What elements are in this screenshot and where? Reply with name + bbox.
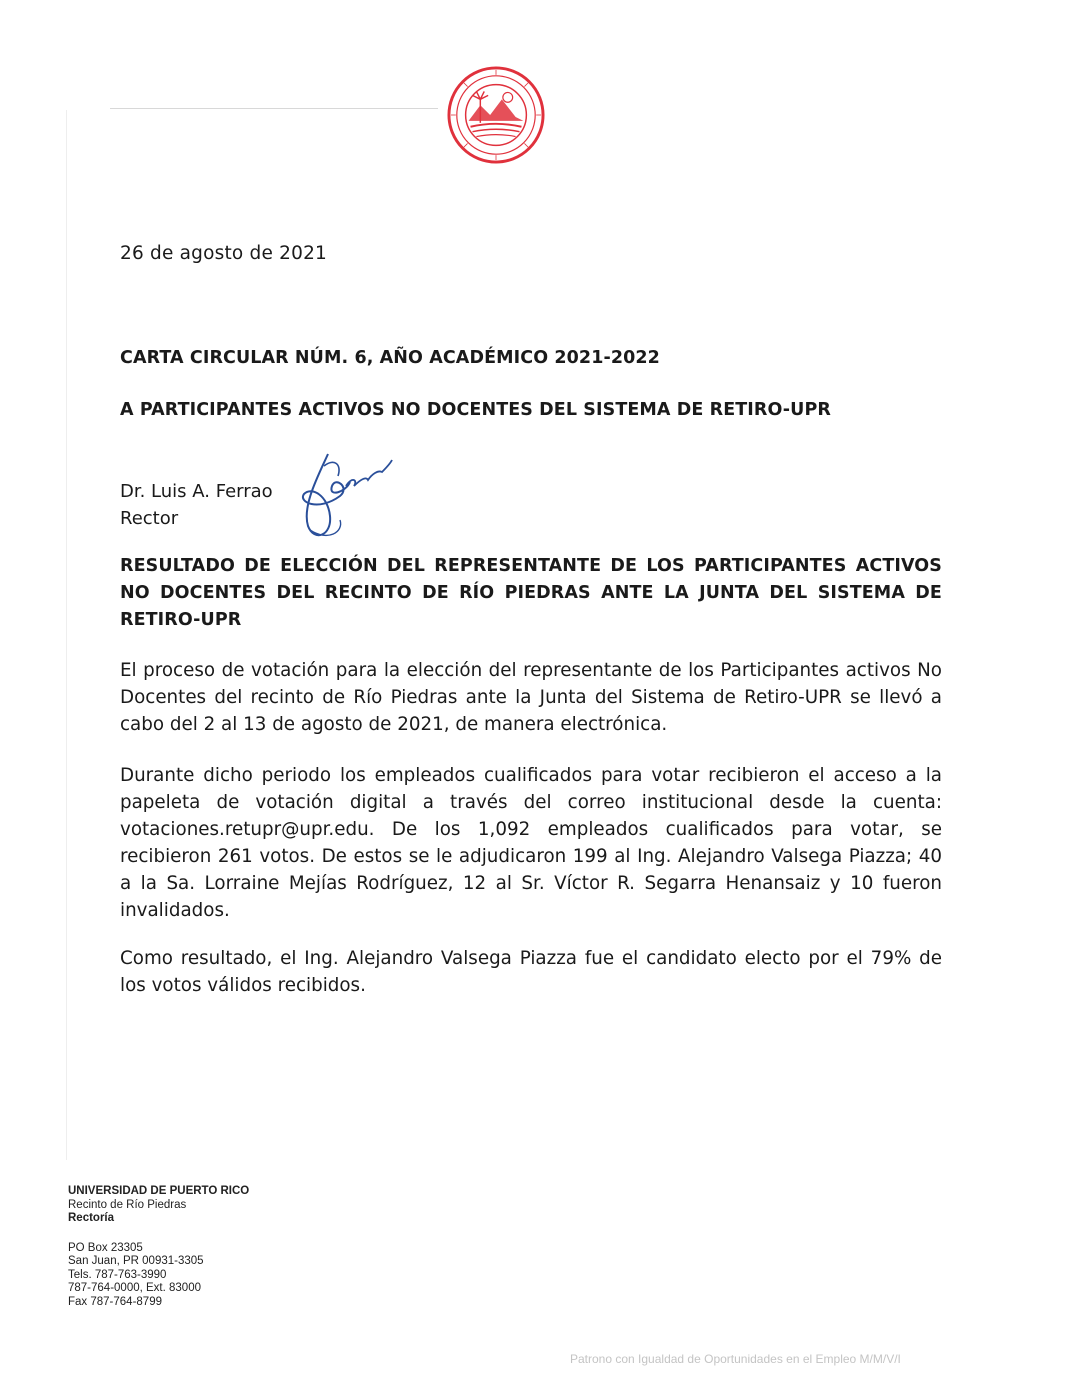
footer-phone-2: 787-764-0000, Ext. 83000 — [68, 1282, 201, 1294]
sender-title: Rector — [120, 508, 179, 529]
footer-university: UNIVERSIDAD DE PUERTO RICO — [68, 1185, 250, 1197]
subject-heading: RESULTADO DE ELECCIÓN DEL REPRESENTANTE DE LOS PARTICIPANTES ACTIVOS NO DOCENTES DEL RECINTO DE RÍO PIEDRAS ANTE LA JUNTA DEL SISTEMA DE RETIRO-UPR — [120, 556, 942, 630]
footer-fax: Fax 787-764-8799 — [68, 1295, 162, 1308]
body-paragraph-2: Durante dicho periodo los empleados cualificados para votar recibieron el acceso a la papeleta de votación digital a través del correo institucional desde la cuenta: votaciones.retupr@upr.edu. De los 1,092 empleados cualificados para votar, se recibieron 261 votos. De estos se le adjudicaron 199 al Ing. Alejandro Valsega Piazza; 40 a la Sa. Lorraine Mejías Rodríguez, 12 al Sr. Víctor R. Segarra Henansaiz y 10 fueron invalidados. — [120, 765, 942, 921]
footer-city: San Juan, PR 00931-3305 — [68, 1255, 204, 1267]
footer-address — [68, 1185, 249, 1309]
circular-number-heading: CARTA CIRCULAR NÚM. 6, AÑO ACADÉMICO 2021-2022 — [120, 348, 660, 368]
body-paragraph-3: Como resultado, el Ing. Alejandro Valsega Piazza fue el candidato electo por el 79% de los votos válidos recibidos. — [120, 948, 942, 996]
sender-block — [120, 478, 273, 532]
eeo-statement: Patrono con Igualdad de Oportunidades en el Empleo M/M/V/I — [570, 1352, 901, 1366]
footer-po-box: PO Box 23305 — [68, 1241, 143, 1254]
footer-phone-1: Tels. 787-763-3990 — [68, 1268, 167, 1281]
body-paragraph-1: El proceso de votación para la elección del representante de los Participantes activos No Docentes del recinto de Río Piedras ante la Junta del Sistema de Retiro-UPR se llevó a cabo del 2 al 13 de agosto de 2021, de manera electrónica. — [120, 660, 942, 735]
header-rule — [110, 108, 438, 109]
recipients-heading: A PARTICIPANTES ACTIVOS NO DOCENTES DEL SISTEMA DE RETIRO-UPR — [120, 400, 831, 420]
university-seal-icon — [447, 66, 545, 164]
footer-office: Rectoría — [68, 1212, 115, 1224]
letter-date: 26 de agosto de 2021 — [120, 243, 328, 264]
margin-rule — [66, 110, 67, 1160]
footer-campus: Recinto de Río Piedras — [68, 1198, 187, 1211]
signature-icon — [288, 446, 408, 546]
sender-name: Dr. Luis A. Ferrao — [120, 481, 273, 502]
